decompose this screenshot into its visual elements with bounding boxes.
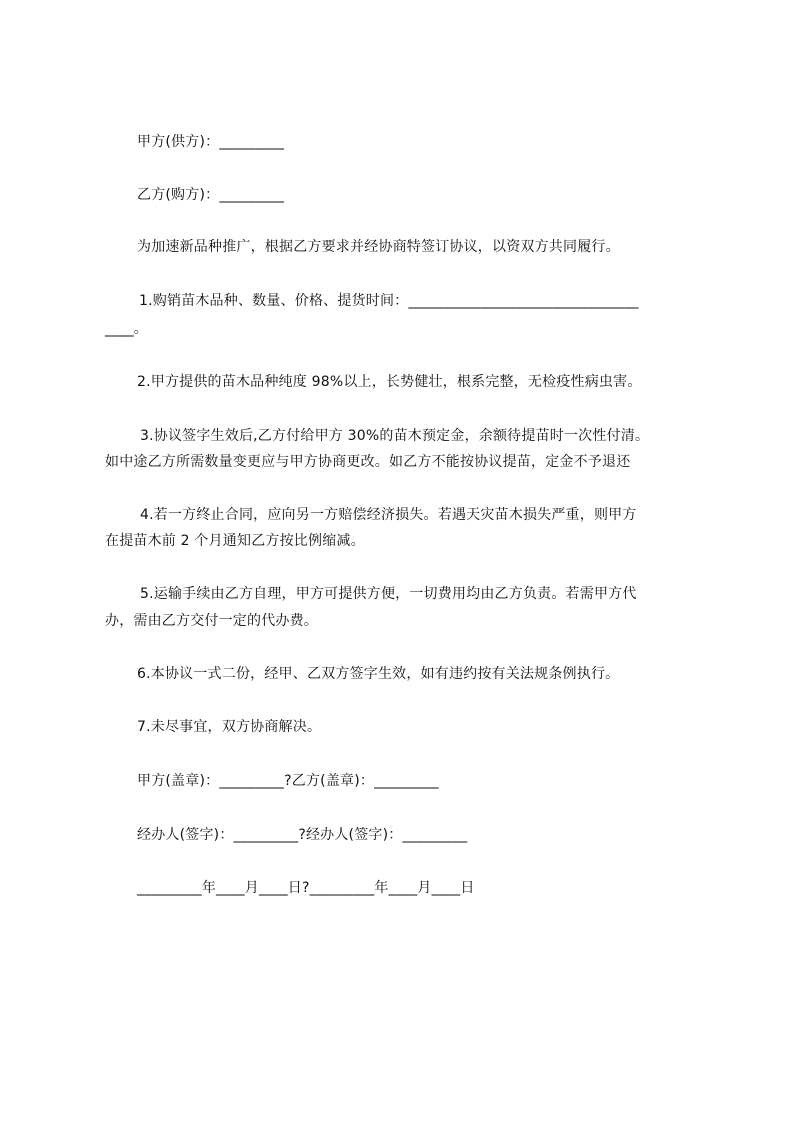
clause-7: 7.未尽事宜，双方协商解决。	[137, 719, 322, 735]
clause-3-line-2: 如中途乙方所需数量变更应与甲方协商更改。如乙方不能按协议提苗，定金不予退还	[105, 454, 631, 470]
clause-5-line-1: 5.运输手续由乙方自理，甲方可提供方便，一切费用均由乙方负责。若需甲方代	[140, 586, 637, 602]
clause-6: 6.本协议一式二份，经甲、乙双方签字生效，如有违约按有关法规条例执行。	[137, 666, 620, 682]
clause-4-line-2: 在提苗木前 2 个月通知乙方按比例缩减。	[105, 533, 365, 549]
date-line: _________年____月____日?_________年____月____日	[137, 880, 475, 896]
party-a-line: 甲方(供方)：_________	[137, 134, 285, 150]
clause-3-line-1: 3.协议签字生效后,乙方付给甲方 30%的苗木预定金，余额待提苗时一次性付清。	[140, 428, 650, 444]
intro-paragraph: 为加速新品种推广，根据乙方要求并经协商特签订协议，以资双方共同履行。	[137, 239, 620, 255]
clause-2: 2.甲方提供的苗木品种纯度 98%以上，长势健壮，根系完整，无检疫性病虫害。	[137, 374, 642, 390]
clause-1-line-1: 1.购销苗木品种、数量、价格、提货时间：________________________________	[139, 293, 639, 309]
clause-5-line-2: 办，需由乙方交付一定的代办费。	[105, 613, 318, 629]
seal-signature-line: 甲方(盖章)：_________?乙方(盖章)：_________	[137, 773, 439, 789]
agent-signature-line: 经办人(签字)：_________?经办人(签字)：_________	[137, 827, 468, 843]
clause-4-line-1: 4.若一方终止合同，应向另一方赔偿经济损失。若遇天灾苗木损失严重，则甲方	[140, 507, 637, 523]
clause-1-line-2: ____。	[105, 321, 148, 337]
party-b-line: 乙方(购方)：_________	[137, 187, 285, 203]
